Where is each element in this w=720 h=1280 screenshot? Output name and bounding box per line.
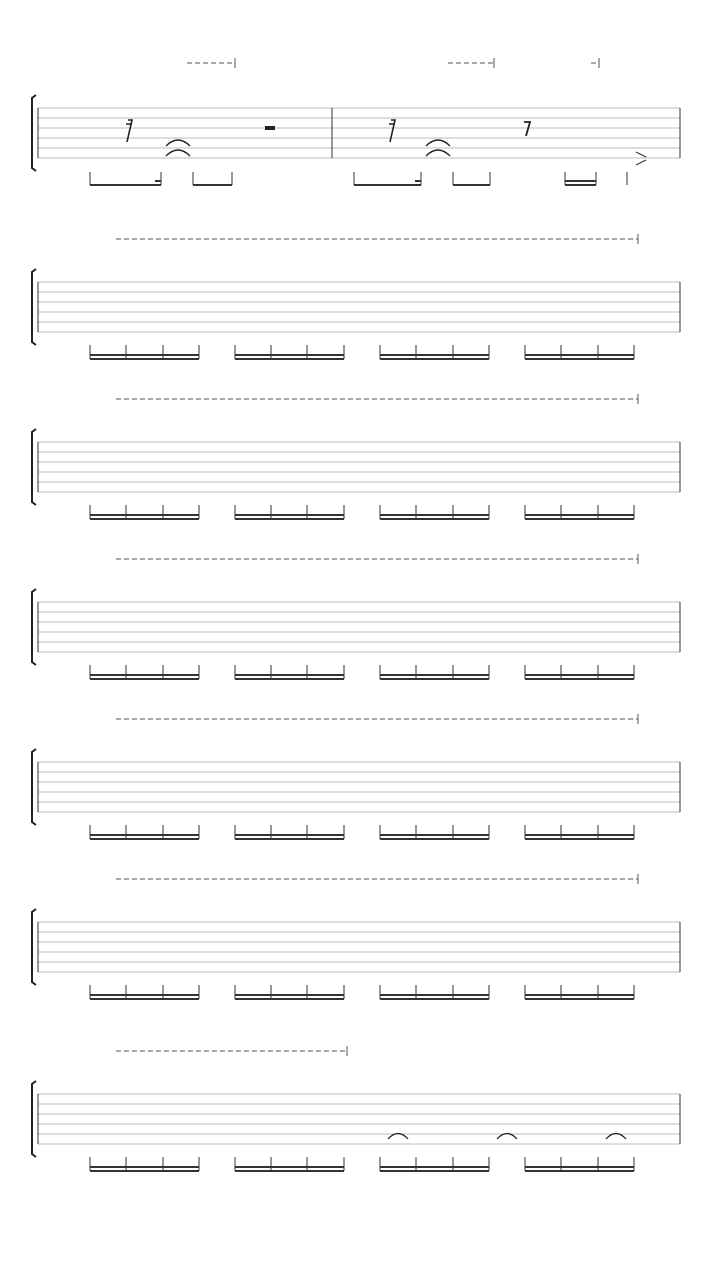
system-brace [32, 1081, 36, 1157]
tie-arc [426, 140, 450, 146]
tab-system [32, 394, 680, 519]
tab-system [32, 58, 680, 185]
slide-mark [636, 160, 646, 165]
slide-mark [636, 152, 646, 157]
tie-arc [426, 150, 450, 156]
half-rest-icon [265, 126, 275, 130]
tie-arc [166, 150, 190, 156]
system-brace [32, 95, 36, 171]
tab-system [32, 234, 680, 359]
system-brace [32, 269, 36, 345]
sixteenth-rest-icon [126, 120, 132, 142]
tab-system [32, 714, 680, 839]
system-brace [32, 749, 36, 825]
sixteenth-rest-icon [389, 120, 395, 142]
tab-system [32, 874, 680, 999]
eighth-rest-icon [524, 122, 530, 136]
tab-system [32, 1046, 680, 1171]
tie-arc [166, 140, 190, 146]
system-brace [32, 589, 36, 665]
system-brace [32, 909, 36, 985]
system-brace [32, 429, 36, 505]
tab-system [32, 554, 680, 679]
